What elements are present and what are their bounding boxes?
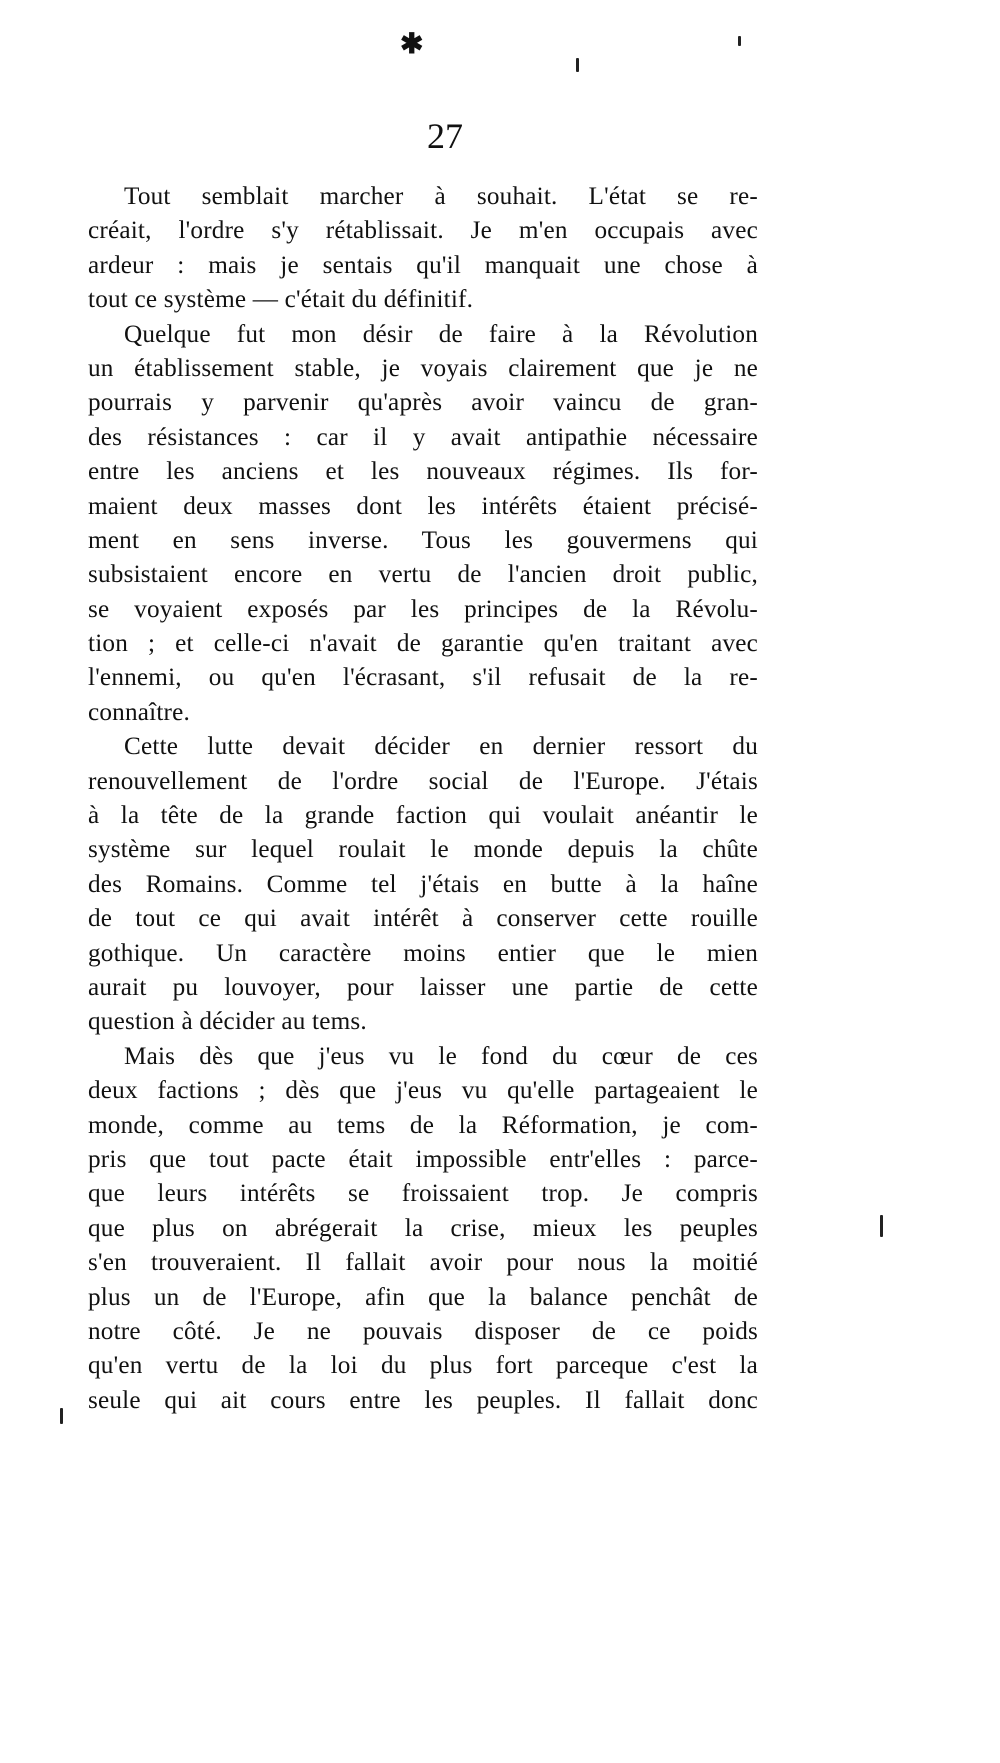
text-line: que plus on abrégerait la crise, mieux les peuples [88,1214,758,1242]
text-line: tion ; et celle-ci n'avait de garantie qu'en traitant avec [88,630,758,658]
text-line: deux factions ; dès que j'eus vu qu'elle partageaient le [88,1077,758,1105]
text-line: se voyaient exposés par les principes de la Révolu- [88,595,758,623]
ink-speck [576,58,579,72]
text-line: gothique. Un caractère moins entier que le mien [88,939,758,967]
text-line: un établissement stable, je voyais clairement que je ne [88,354,758,382]
text-line: ardeur : mais je sentais qu'il manquait une chose à [88,251,758,279]
text-line: qu'en vertu de la loi du plus fort parceque c'est la [88,1352,758,1380]
text-line: Quelque fut mon désir de faire à la Révolution [124,320,758,348]
text-line: créait, l'ordre s'y rétablissait. Je m'en occupais avec [88,217,758,245]
ink-speck [880,1215,883,1237]
text-line: que leurs intérêts se froissaient trop. Je compris [88,1180,758,1208]
text-line: pourrais y parvenir qu'après avoir vaincu de gran- [88,389,758,417]
page-number: 27 [427,116,463,156]
text-line: monde, comme au tems de la Réformation, je com- [88,1111,758,1139]
text-line: seule qui ait cours entre les peuples. Il fallait donc [88,1386,758,1414]
text-line: des Romains. Comme tel j'étais en butte à la haîne [88,870,758,898]
text-line: connaître. [88,698,190,726]
text-line: s'en trouveraient. Il fallait avoir pour nous la moitié [88,1249,758,1277]
text-line: renouvellement de l'ordre social de l'Europe. J'étais [88,767,758,795]
text-line: notre côté. Je ne pouvais disposer de ce poids [88,1317,758,1345]
text-line: Mais dès que j'eus vu le fond du cœur de ces [124,1042,758,1070]
text-line: entre les anciens et les nouveaux régimes. Ils for- [88,458,758,486]
text-line: de tout ce qui avait intérêt à conserver cette rouille [88,905,758,933]
text-line: Cette lutte devait décider en dernier ressort du [124,733,758,761]
text-line: Tout semblait marcher à souhait. L'état se re- [124,183,758,210]
text-line: à la tête de la grande faction qui voulait anéantir le [88,802,758,830]
text-line: pris que tout pacte était impossible entr'elles : parce- [88,1145,758,1173]
text-line: système sur lequel roulait le monde depuis la chûte [88,836,758,864]
ink-speck [738,36,741,46]
text-line: question à décider au tems. [88,1008,367,1036]
text-line: aurait pu louvoyer, pour laisser une partie de cette [88,973,758,1001]
text-line: l'ennemi, ou qu'en l'écrasant, s'il refusait de la re- [88,664,758,692]
text-line: maient deux masses dont les intérêts étaient précisé- [88,492,758,520]
text-line: des résistances : car il y avait antipathie nécessaire [88,423,758,451]
text-line: tout ce système — c'était du définitif. [88,286,474,314]
text-line: subsistaient encore en vertu de l'ancien droit public, [88,561,758,589]
ink-speck [60,1408,63,1424]
text-line: plus un de l'Europe, afin que la balance penchât de [88,1283,758,1311]
body-text [88,180,758,1418]
text-line: ment en sens inverse. Tous les gouvermens qui [88,526,758,554]
ornament-mark: ✱ [400,27,424,60]
